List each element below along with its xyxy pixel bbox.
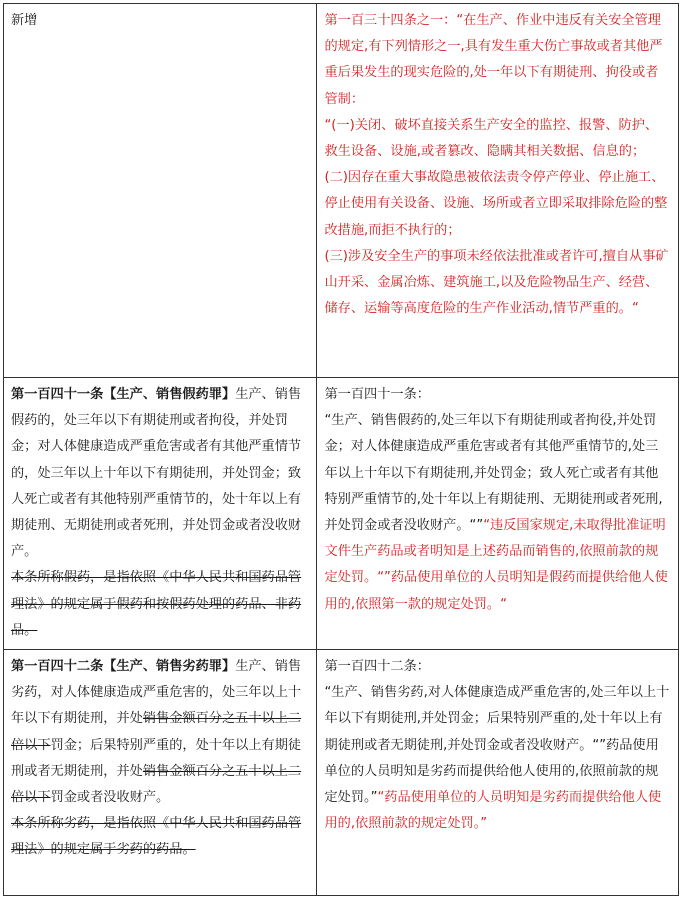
article-intro: “在生产、作业中违反有关安全管理的规定,有下列情形之一,具有发生重大伤亡事故或者其他严重后果发生的现实危险的,处一年以下有期徒刑、拘役或者管制： bbox=[324, 13, 663, 107]
table-row bbox=[4, 378, 679, 650]
article-body: “生产、销售假药的,处三年以下有期徒刑或者拘役,并处罚金；对人体健康造成严重危害或者有其他严重情节的,处三年以上十年以下有期徒刑,并处罚金；致人死亡或者有其他特别严重情节的,处十年以上有期徒刑、无期徒刑或者死刑,并处罚金或者没收财产。“” bbox=[324, 413, 663, 534]
added-text: “药品使用单位的人员明知是劣药而提供给他人使用的,依照前款的规定处罚。” bbox=[324, 790, 662, 832]
article-body: 生产、销售劣药，对人体健康造成严重危害的，处三年以上十年以下有期徒刑，并处 bbox=[11, 659, 302, 727]
table-row bbox=[4, 4, 679, 378]
comparison-table bbox=[3, 3, 679, 896]
article-body: 罚金或者没收财产。 bbox=[50, 790, 170, 806]
table-row bbox=[4, 650, 679, 896]
deleted-text: 销售金额百分之五十以上二倍以下 bbox=[11, 711, 302, 753]
new-text-cell bbox=[317, 4, 679, 378]
new-label: 新增 bbox=[11, 13, 38, 28]
article-item: (二)因存在重大事故隐患被依法责令停产停业、停止施工、停止使用有关设备、设施、场所或者立即采取排除危险的整改措施,而拒不执行的； bbox=[324, 170, 668, 238]
added-text: “违反国家规定,未取得批准证明文件生产药品或者明知是上述药品而销售的,依照前款的规定处罚。“”药品使用单位的人员明知是假药而提供给他人使用的,依照第一款的规定处罚。“ bbox=[324, 518, 668, 612]
new-text-cell bbox=[317, 378, 679, 650]
new-text-cell bbox=[317, 650, 679, 896]
deleted-text: 销售金额百分之五十以上二倍以下 bbox=[11, 763, 302, 806]
old-text-cell bbox=[4, 650, 317, 896]
article-body: 生产、销售假药的，处三年以下有期徒刑或者拘役，并处罚金；对人体健康造成严重危害或者有其他严重情节的，处三年以上十年以下有期徒刑，并处罚金；致人死亡或者有其他特别严重情节的，处十年以上有期徒刑、无期徒刑或者死刑，并处罚金或者没收财产。 bbox=[11, 387, 302, 560]
old-text-cell bbox=[4, 4, 317, 378]
article-item: “(一)关闭、破坏直接关系生产安全的监控、报警、防护、救生设备、设施,或者篡改、隐瞒其相关数据、信息的； bbox=[324, 117, 659, 160]
deleted-text: 本条所称假药，是指依照《中华人民共和国药品管理法》的规定属于假药和按假药处理的药品、非药品。 bbox=[11, 570, 302, 638]
article-item: (三)涉及安全生产的事项未经依法批准或者许可,擅自从事矿山开采、金属冶炼、建筑施工,以及危险物品生产、经营、储存、运输等高度危险的生产作业活动,情节严重的。“ bbox=[324, 248, 669, 317]
article-body: 罚金；后果特别严重的，处十年以上有期徒刑或者无期徒刑，并处 bbox=[11, 737, 302, 779]
article-heading: 第一百四十二条【生产、销售劣药罪】 bbox=[11, 659, 236, 674]
old-text-cell bbox=[4, 378, 317, 650]
article-heading: 第一百四十一条： bbox=[324, 387, 430, 402]
deleted-text: 本条所称劣药，是指依照《中华人民共和国药品管理法》的规定属于劣药的药品。 bbox=[11, 816, 302, 858]
article-heading: 第一百四十一条【生产、销售假药罪】 bbox=[11, 387, 236, 402]
article-heading: 第一百四十二条： bbox=[324, 659, 430, 674]
article-body: “生产、销售劣药,对人体健康造成严重危害的,处三年以上十年以下有期徒刑,并处罚金；后果特别严重的,处十年以上有期徒刑或者无期徒刑,并处罚金或者没收财产。“”药品使用单位的人员明知是劣药而提供给他人使用的,依照前款的规定处罚。” bbox=[324, 685, 670, 806]
article-heading: 第一百三十四条之一： bbox=[324, 13, 457, 28]
